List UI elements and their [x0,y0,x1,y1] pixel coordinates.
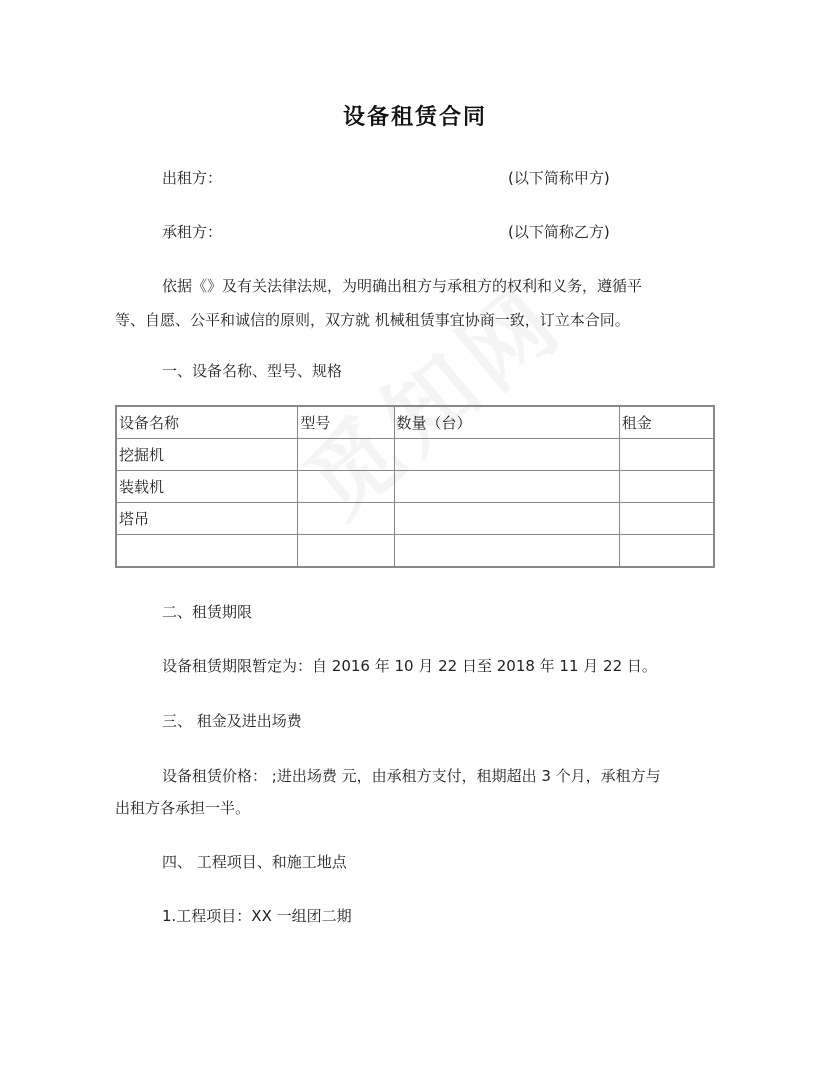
intro-line-1: 依据《》及有关法律法规，为明确出租方与承租方的权利和义务，遵循平 [162,277,643,295]
section3-line-2: 出租方各承担一半。 [115,799,251,817]
table-cell: 挖掘机 [116,439,298,471]
equipment-table [115,405,715,568]
table-cell [394,439,619,471]
table-cell [298,471,394,503]
table-cell [298,535,394,568]
table-row [116,439,714,471]
intro-line-2: 等、自愿、公平和诚信的原则，双方就 机械租赁事宜协商一致，订立本合同。 [115,311,630,329]
lessor-label: 出租方： [162,169,223,187]
table-cell: 装载机 [116,471,298,503]
table-header-row [116,406,714,439]
table-row [116,471,714,503]
lessee-note: (以下简称乙方) [508,223,610,241]
table-cell [116,535,298,568]
table-header-cell: 租金 [619,406,714,439]
table-cell [394,535,619,568]
section4-heading: 四、 工程项目、和施工地点 [162,853,347,871]
lessor-note: (以下简称甲方) [508,169,610,187]
table-cell [619,503,714,535]
section2-body: 设备租赁期限暂定为：自 2016 年 10 月 22 日至 2018 年 11 月 22 日。 [162,657,657,675]
table-cell [619,439,714,471]
table-cell [394,471,619,503]
table-cell [619,471,714,503]
table-cell [619,535,714,568]
table-cell [298,503,394,535]
table-cell: 塔吊 [116,503,298,535]
document-title: 设备租赁合同 [342,105,487,130]
section3-heading: 三、 租金及进出场费 [162,712,302,730]
lessee-label: 承租方： [162,223,223,241]
table-header-cell: 数量（台） [394,406,619,439]
table-row [116,503,714,535]
section4-item-1: 1.工程项目：XX 一组团二期 [162,907,352,925]
section2-heading: 二、租赁期限 [162,603,253,621]
table-row [116,535,714,568]
table-header-cell: 型号 [298,406,394,439]
section1-heading: 一、设备名称、型号、规格 [162,362,343,380]
table-cell [394,503,619,535]
table-cell [298,439,394,471]
table-header-cell: 设备名称 [116,406,298,439]
section3-line-1: 设备租赁价格： ;进出场费 元，由承租方支付，租期超出 3 个月，承租方与 [162,767,661,785]
